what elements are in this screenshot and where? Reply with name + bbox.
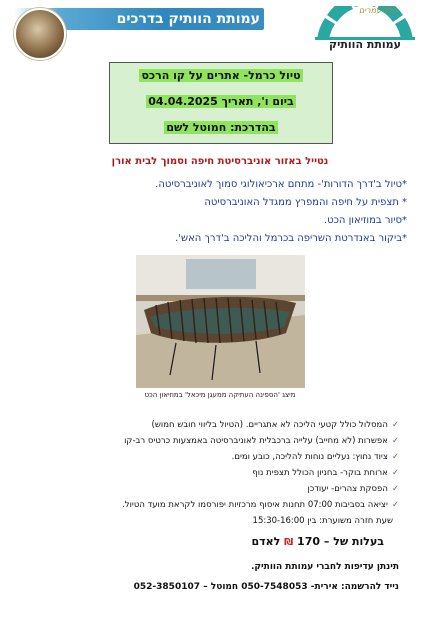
checklist-item: ✓ארוחת בוקר- בחניון הכולל תצפית נוף xyxy=(252,468,399,478)
shekel-icon: ₪ xyxy=(284,537,294,548)
header-photo xyxy=(14,8,66,60)
museum-ship-photo xyxy=(136,255,305,388)
trip-info-box xyxy=(109,62,333,144)
check-icon: ✓ xyxy=(391,436,399,446)
logo-script-text: כלל עמרים xyxy=(359,6,397,15)
price-line xyxy=(252,535,384,548)
checklist-item: ✓המסלול כולל קטעי הליכה לא אתגריים. (הטיול בליווי חובש חמוש) xyxy=(151,420,399,430)
photo-caption: מיצג 'הספינה העתיקה ממעגן מיכאל' במוזיאון הכט xyxy=(144,391,296,399)
return-time: שעת חזרה משוערת: בין 15:30-16:00 xyxy=(252,516,393,526)
trip-title: טיול כרמל- אתרים על קו הרכס xyxy=(141,69,301,82)
price-suffix: לאדם xyxy=(251,535,281,548)
checklist-item: ✓הפסקת צהרים- יעודכן xyxy=(307,484,399,494)
logo-name: עמותת הוותיק xyxy=(329,38,401,51)
check-icon: ✓ xyxy=(391,484,399,494)
itinerary-list xyxy=(47,176,407,248)
checklist-item: ✓ציוד נחוץ: נעליים נוחות להליכה, כובע ומים. xyxy=(231,452,399,462)
priority-note: תינתן עדיפות לחברי עמותת הוותיק. xyxy=(250,562,399,572)
trip-subtitle: נטייל באזור אוניברסיטת חיפה וסמוך לבית אורן xyxy=(111,156,329,167)
trip-date: ביום ו', תאריך 04.04.2025 xyxy=(148,95,294,108)
registration-contact: נייד להרשמה: אירית- 050-7548053 חמוטל – 052-3850107 xyxy=(133,582,399,592)
check-icon: ✓ xyxy=(391,452,399,462)
price-prefix: בעלות של – xyxy=(323,535,384,548)
itinerary-item: *ביקור באנדרטת השריפה בכרמל והליכה ב'דרך האש'. xyxy=(175,233,407,244)
check-icon: ✓ xyxy=(391,468,399,478)
itinerary-item: *סיור במוזיאון הכט. xyxy=(323,215,407,226)
itinerary-item: *טיול ב'דרך הדורות'- מתחם ארכיאולוגי סמוך לאוניברסיטה. xyxy=(155,179,407,190)
organization-logo xyxy=(302,6,428,54)
page-header xyxy=(0,0,439,58)
details-checklist xyxy=(29,417,399,513)
check-icon: ✓ xyxy=(391,420,399,430)
itinerary-item: * תצפית על חיפה והמפרץ ממגדל האוניברסיטה xyxy=(204,197,407,208)
check-icon: ✓ xyxy=(391,500,399,510)
trip-guide: בהדרכת: חמוטל לשם xyxy=(166,121,276,134)
checklist-item: ✓יציאה בסביבות 07:00 תחנות איסוף מרכזיות יפורסמו לקראת מועד הטיול. xyxy=(122,500,399,510)
price-amount: 170 xyxy=(297,535,321,548)
checklist-item: ✓אפשרות (לא מחייב) עלייה ברכבלית לאוניברסיטה באמצעות כרטיס רב-קו xyxy=(124,436,399,446)
banner-title: עמותת הוותיק בדרכים xyxy=(116,11,260,27)
